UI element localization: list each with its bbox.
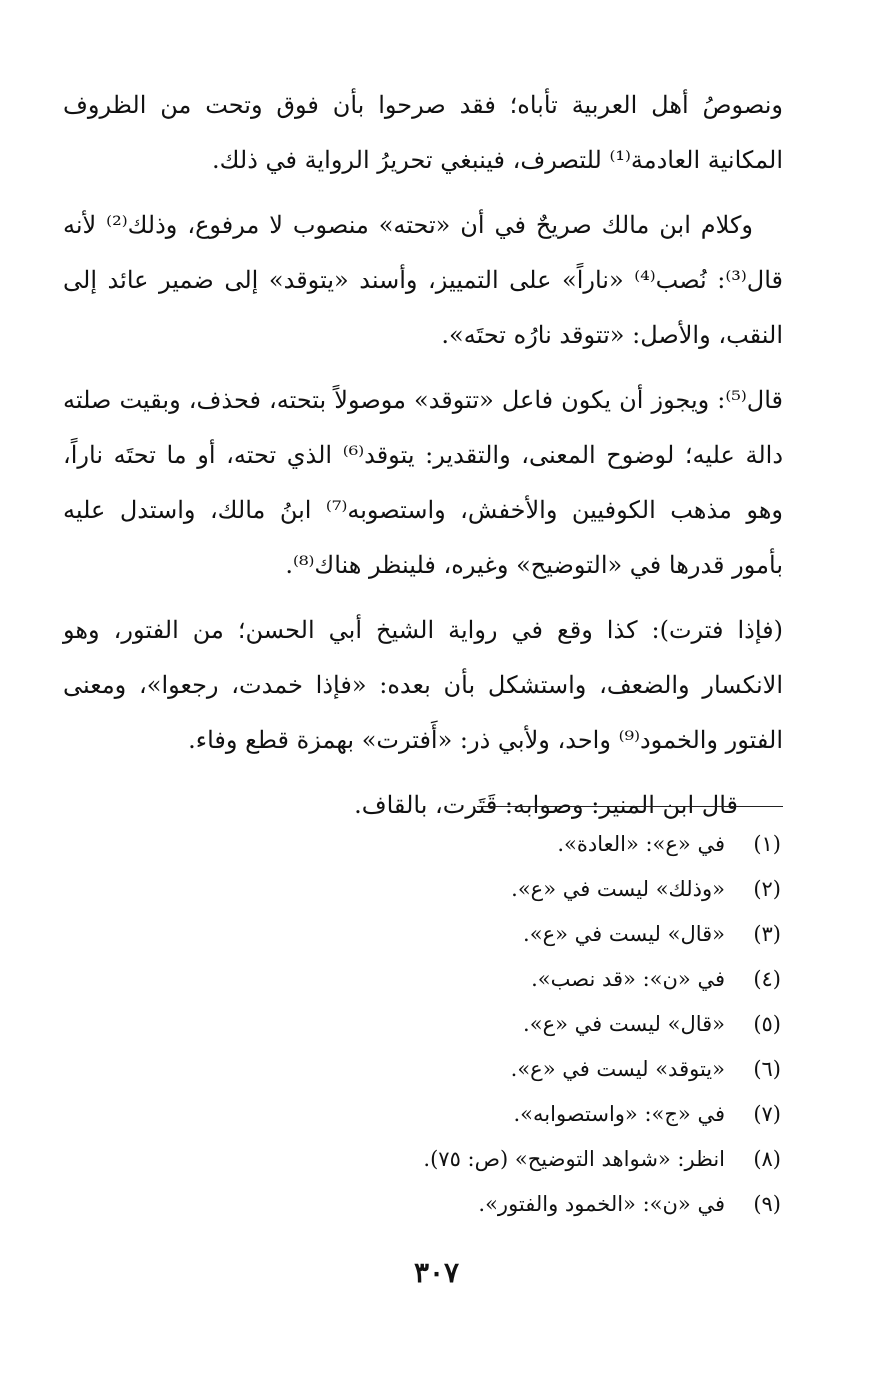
footnote-number: (٢) (753, 877, 781, 901)
footnote-item (81, 867, 781, 912)
footnote-number: (٨) (753, 1147, 781, 1171)
footnote-item (81, 1092, 781, 1137)
footnote-text: في «ع»: «العادة». (557, 832, 725, 856)
footnote-item (81, 822, 781, 867)
paragraph-2: وكلام ابن مالك صريحٌ في أن «تحته» منصوب لا مرفوع، وذلك⁽²⁾ لأنه قال⁽³⁾: نُصب⁽⁴⁾ «ناراً» على التمييز، وأسند «يتوقد» إلى ضمير عائد إلى النقب، والأصل: «تتوقد نارُه تحتَه». (63, 211, 784, 349)
footnote-item (81, 912, 781, 957)
footnote-divider (477, 806, 783, 807)
footnotes-list (81, 822, 781, 1227)
footnote-number: (١) (753, 832, 781, 856)
paragraph-4: (فإذا فترت): كذا وقع في رواية الشيخ أبي الحسن؛ من الفتور، وهو الانكسار والضعف، واستشكل بأن بعده: «فإذا خمدت، رجعوا»، ومعنى الفتور والخمود⁽⁹⁾ واحد، ولأبي ذر: «أَفترت» بهمزة قطع وفاء. (63, 616, 783, 754)
footnote-number: (٥) (753, 1012, 781, 1036)
footnote-number: (٧) (753, 1102, 781, 1126)
footnote-text: «وذلك» ليست في «ع». (511, 877, 725, 901)
footnote-item (81, 1047, 781, 1092)
paragraph-1: ونصوصُ أهل العربية تأباه؛ فقد صرحوا بأن فوق وتحت من الظروف المكانية العادمة⁽¹⁾ للتصرف، فينبغي تحريرُ الرواية في ذلك. (63, 91, 783, 174)
main-text (63, 78, 783, 843)
footnote-number: (٤) (753, 967, 781, 991)
footnote-text: في «ن»: «قد نصب». (531, 967, 725, 991)
footnote-item (81, 1137, 781, 1182)
footnote-text: انظر: «شواهد التوضيح» (ص: ٧٥). (423, 1147, 725, 1171)
footnote-text: «قال» ليست في «ع». (523, 1012, 725, 1036)
paragraph-5: قال ابن المنير: وصوابه: قَتَرت، بالقاف. (354, 791, 738, 819)
footnote-text: «يتوقد» ليست في «ع». (510, 1057, 725, 1081)
footnote-text: «قال» ليست في «ع». (523, 922, 725, 946)
footnote-number: (٦) (753, 1057, 781, 1081)
footnote-number: (٩) (753, 1192, 781, 1216)
footnote-item (81, 1182, 781, 1227)
footnote-text: في «ج»: «واستصوابه». (513, 1102, 725, 1126)
footnote-item (81, 1002, 781, 1047)
footnote-item (81, 957, 781, 1002)
footnote-text: في «ن»: «الخمود والفتور». (478, 1192, 725, 1216)
page-number: ٣٠٧ (413, 1256, 460, 1289)
footnote-number: (٣) (753, 922, 781, 946)
paragraph-3: قال⁽⁵⁾: ويجوز أن يكون فاعل «تتوقد» موصولاً بتحته، فحذف، وبقيت صلته دالة عليه؛ لوضوح المعنى، والتقدير: يتوقد⁽⁶⁾ الذي تحته، أو ما تحتَه ناراً، وهو مذهب الكوفيين والأخفش، واستصوبه⁽⁷⁾ ابنُ مالك، واستدل عليه بأمور قدرها في «التوضيح» وغيره، فلينظر هناك⁽⁸⁾. (63, 386, 784, 579)
